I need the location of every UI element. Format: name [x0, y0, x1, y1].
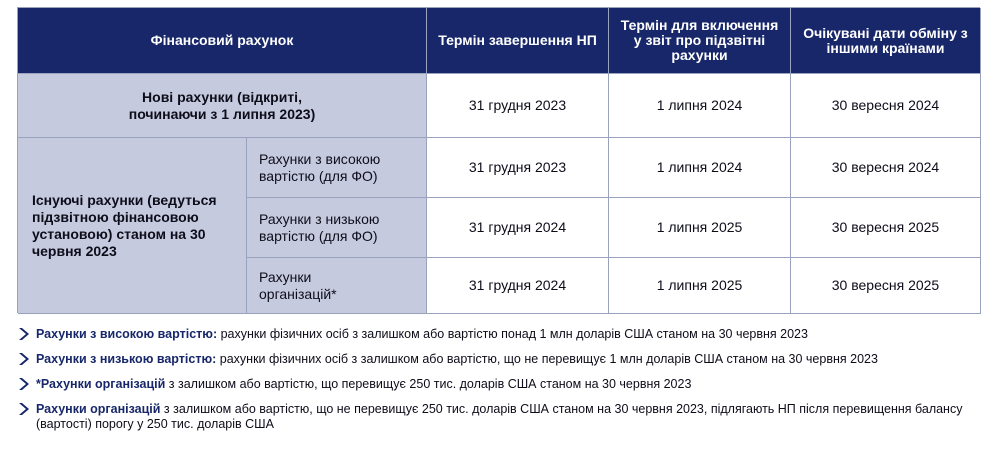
row-low-deadline: 31 грудня 2024 — [427, 198, 609, 258]
row-new-report: 1 липня 2024 — [609, 74, 791, 138]
chevron-right-icon — [17, 327, 30, 341]
footnote-term: Рахунки з низькою вартістю: — [36, 352, 217, 366]
footnote-text: рахунки фізичних осіб з залишком або вартістю понад 1 млн доларів США станом на 30 червня 2023 — [217, 327, 808, 341]
row-organizations-label: Рахунки організацій* — [247, 258, 427, 314]
footnote-organizations-over — [17, 377, 977, 392]
footnote-term: Рахунки з високою вартістю: — [36, 327, 218, 341]
row-existing-accounts-label: Існуючі рахунки (ведуться підзвітною фінансовою установою) станом на 30 червня 2023 — [18, 138, 247, 314]
row-low-report: 1 липня 2025 — [609, 198, 791, 258]
row-org-exchange: 30 вересня 2025 — [791, 258, 981, 314]
header-exchange-dates: Очікувані дати обміну з іншими країнами — [791, 8, 981, 74]
footnote-low-value — [17, 352, 977, 367]
row-high-exchange: 30 вересня 2024 — [791, 138, 981, 198]
deadlines-table — [17, 7, 980, 313]
header-financial-account: Фінансовий рахунок — [18, 8, 427, 74]
footnote-text: з залишком або вартістю, що перевищує 250 тис. доларів США станом на 30 червня 2023 — [165, 377, 692, 391]
footnote-term: Рахунки організацій — [36, 402, 161, 416]
footnote-organizations-under — [17, 402, 977, 432]
row-new-exchange: 30 вересня 2024 — [791, 74, 981, 138]
row-low-exchange: 30 вересня 2025 — [791, 198, 981, 258]
footnote-term: *Рахунки організацій — [36, 377, 166, 391]
row-new-accounts-label: Нові рахунки (відкриті, починаючи з 1 липня 2023) — [18, 74, 427, 138]
row-new-deadline: 31 грудня 2023 — [427, 74, 609, 138]
row-high-value-label: Рахунки з високою вартістю (для ФО) — [247, 138, 427, 198]
row-org-deadline: 31 грудня 2024 — [427, 258, 609, 314]
footnote-text: з залишком або вартістю, що не перевищує 250 тис. доларів США станом на 30 червня 2023, підлягають НП після перевищення балансу (вартості) порогу у 250 тис. доларів США — [36, 402, 963, 431]
row-low-value-label: Рахунки з низькою вартістю (для ФО) — [247, 198, 427, 258]
chevron-right-icon — [17, 377, 30, 391]
header-report-deadline: Термін для включення у звіт про підзвітні рахунки — [609, 8, 791, 74]
footnote-high-value — [17, 327, 977, 342]
chevron-right-icon — [17, 352, 30, 366]
row-high-report: 1 липня 2024 — [609, 138, 791, 198]
row-org-report: 1 липня 2025 — [609, 258, 791, 314]
chevron-right-icon — [17, 402, 30, 416]
footnote-text: рахунки фізичних осіб з залишком або вартістю, що не перевищує 1 млн доларів США станом на 30 червня 2023 — [216, 352, 878, 366]
row-high-deadline: 31 грудня 2023 — [427, 138, 609, 198]
header-deadline: Термін завершення НП — [427, 8, 609, 74]
footnotes — [17, 327, 977, 442]
